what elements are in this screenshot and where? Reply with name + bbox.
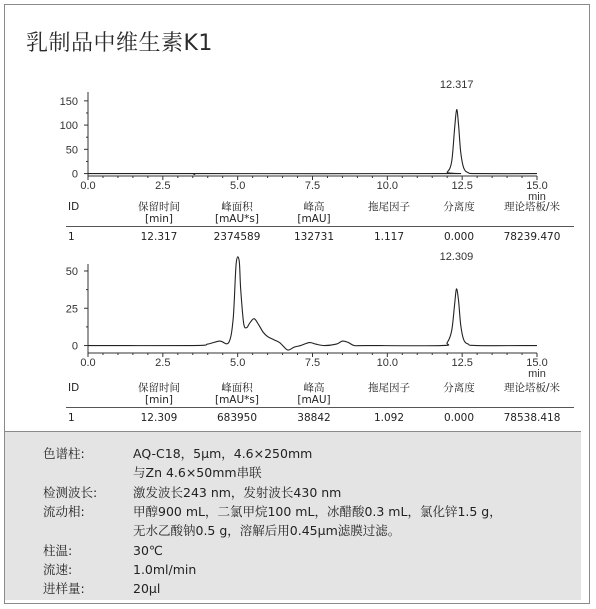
condition-label: 柱温: [43,543,73,558]
table-row [66,408,574,429]
condition-label: 流速: [43,562,73,577]
x-tick-label: 0.0 [80,357,96,369]
condition-column-temp [43,541,163,559]
condition-injection-volume [43,579,160,597]
x-tick-label: 5.0 [230,180,246,192]
col-peak-height: 峰高 [mAU] [278,382,350,408]
peak-label: 12.317 [439,79,474,91]
condition-detection [43,483,341,501]
peak-table-2 [66,382,574,428]
col-peak-area: 峰面积 [mAU*s] [196,201,278,227]
condition-column [43,444,312,462]
col-peak-height: 峰高 [mAU] [278,201,350,227]
condition-value: 激发波长243 nm，发射波长430 nm [133,485,342,500]
x-tick-label: 10.0 [376,357,399,369]
condition-value: 30℃ [133,543,163,558]
y-tick-label: 0 [71,168,78,181]
y-tick-label: 25 [65,303,78,316]
condition-value-continued: 无水乙酸钠0.5 g，溶解后用0.45μm滤膜过滤。 [133,523,401,538]
col-plates-per-meter: 理论塔板/米 [490,382,574,408]
conditions-panel [5,431,581,600]
x-unit-label: min [528,191,546,203]
x-unit-label: min [528,368,546,380]
col-resolution: 分离度 [428,201,490,227]
condition-mobile-phase [43,502,502,520]
x-tick-label: 7.5 [304,180,321,192]
cell-resolution: 0.000 [443,231,475,243]
cell-peak-area: 2374589 [213,231,261,243]
x-tick-label: 12.5 [451,180,473,192]
condition-value: 甲醇900 mL，二氯甲烷100 mL，冰醋酸0.3 mL，氯化锌1.5 g， [133,504,502,519]
cell-plates-per-meter: 78538.418 [503,412,561,424]
condition-value: AQ-C18，5μm，4.6×250mm [133,446,313,461]
condition-value-continued: 与Zn 4.6×50mm串联 [133,465,262,480]
condition-flow-rate [43,560,196,578]
x-tick-label: 15.0 [526,180,548,192]
y-tick-label: 0 [71,340,78,353]
x-tick-label: 15.0 [526,357,548,369]
cell-resolution: 0.000 [443,412,475,424]
x-tick-label: 5.0 [230,357,246,369]
cell-peak-area: 683950 [216,412,258,424]
cell-retention-time: 12.317 [140,231,178,243]
col-resolution: 分离度 [428,382,490,408]
x-tick-label: 7.5 [304,357,321,369]
cell-tailing-factor: 1.092 [373,412,405,424]
y-tick-label: 150 [59,95,78,108]
col-plates-per-meter: 理论塔板/米 [490,201,574,227]
cell-id: 1 [68,231,75,243]
condition-value: 20μl [133,581,161,596]
condition-label: 色谱柱: [43,446,85,461]
cell-tailing-factor: 1.117 [373,231,405,243]
peak-table-2-header [66,382,574,408]
col-retention-time: 保留时间 [min] [122,201,196,227]
chromatogram-trace [88,257,537,350]
peak-label: 12.309 [439,251,474,263]
col-tailing-factor: 拖尾因子 [350,201,428,227]
cell-peak-height: 132731 [293,231,335,243]
cell-retention-time: 12.309 [140,412,178,424]
col-id: ID [66,382,122,408]
x-tick-label: 0.0 [80,180,96,192]
x-tick-label: 2.5 [155,180,171,192]
page-title: 乳制品中维生素K1 [26,31,213,56]
condition-value: 1.0ml/min [133,562,197,577]
cell-peak-height: 38842 [297,412,331,424]
condition-label: 流动相: [43,504,85,519]
x-tick-label: 10.0 [376,180,399,192]
x-tick-label: 12.5 [451,357,473,369]
col-id: ID [66,201,122,227]
cell-plates-per-meter: 78239.470 [503,231,561,243]
condition-label: 进样量: [43,581,85,596]
cell-id: 1 [68,412,75,424]
col-retention-time: 保留时间 [min] [122,382,196,408]
condition-label: 检测波长: [43,485,98,500]
y-tick-label: 50 [65,265,78,278]
col-tailing-factor: 拖尾因子 [350,382,428,408]
y-tick-label: 50 [65,144,78,157]
x-tick-label: 2.5 [155,357,171,369]
col-peak-area: 峰面积 [mAU*s] [196,382,278,408]
y-tick-label: 100 [59,120,78,133]
